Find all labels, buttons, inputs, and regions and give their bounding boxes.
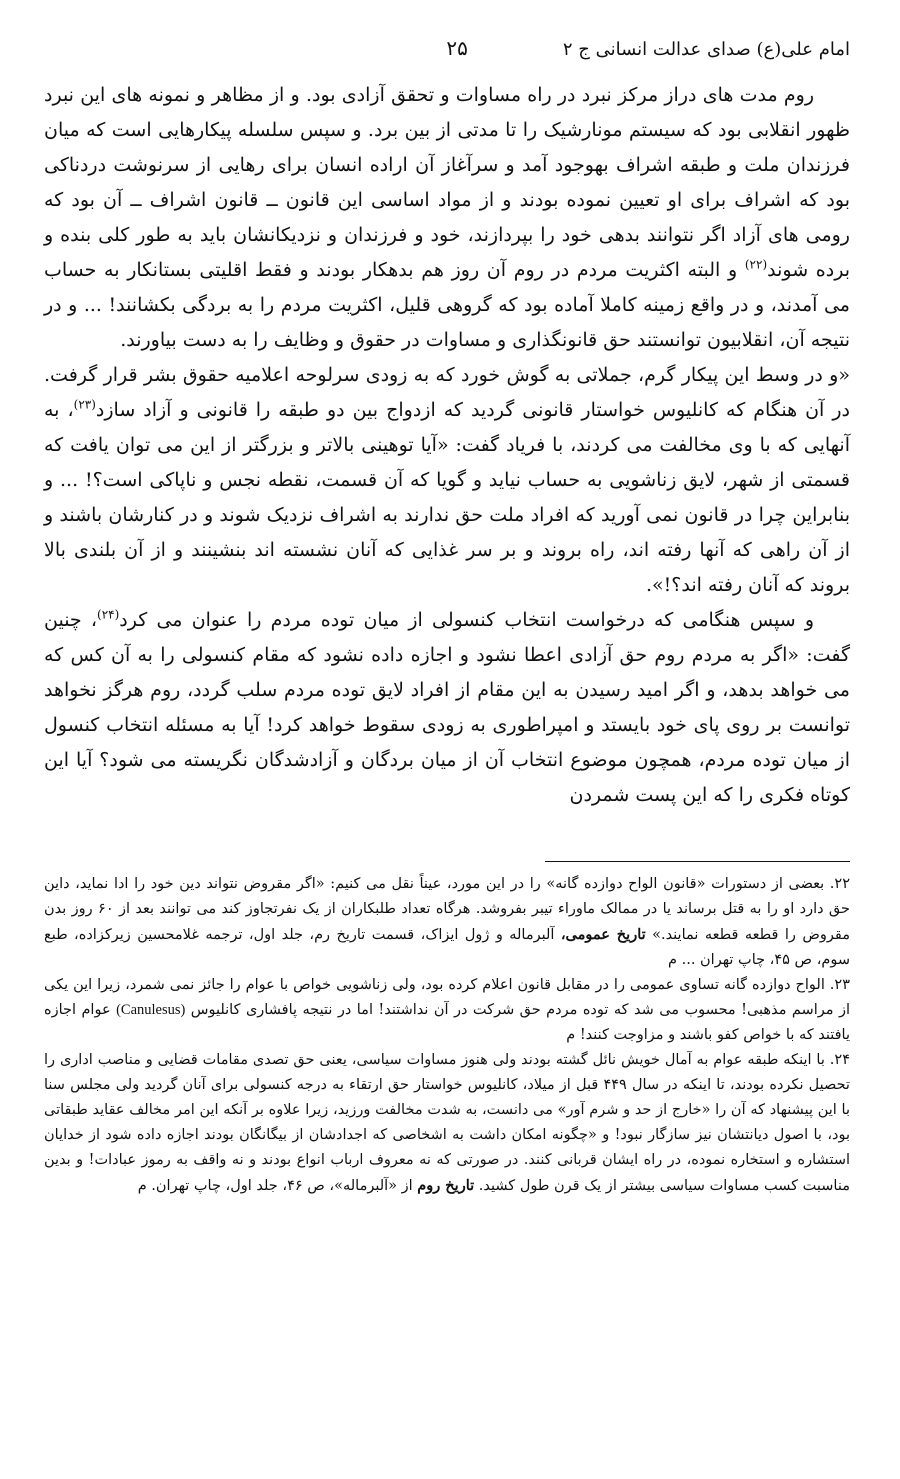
- main-text: [44, 78, 850, 813]
- footnote-text: از «آلبرماله»، ص ۴۶، جلد اول، چاپ تهران. م: [137, 1178, 418, 1194]
- footnotes: [44, 872, 850, 1199]
- footnote-text: ۲۳. الواح دوازده گانه تساوی عمومی را در مقابل قانون اعلام کرده بود، ولی زناشویی خواص با عوام را جائز نمی شمرد، زیرا این یکی از مراسم مذهبی! محسوب می شد که توده مردم حق شرکت در آن نداشتند! اما در نتیجه پافشاری کانلیوس: [44, 977, 850, 1018]
- paragraph-text: «و در وسط این پیکار گرم، جملاتی به گوش خورد که به زودی سرلوحه اعلامیه حقوق بشر قرار گرفت. در آن هنگام که کانلیوس خواستار قانونی گردید که ازدواج بین دو طبقه را قانونی و آزاد سازد: [44, 364, 850, 421]
- footnote-ref-22: (۲۲): [744, 257, 768, 272]
- paragraph: [44, 603, 850, 813]
- book-page: [44, 36, 850, 1199]
- footnote-ref-24: (۲۴): [97, 607, 120, 622]
- footnote-22: [44, 872, 850, 973]
- page-header: [44, 36, 850, 68]
- footnote-text: عوام اجازه یافتند که با خواص کفو باشند و مزاوجت کنند! م: [44, 1002, 850, 1043]
- footnote-text: آلبرماله و ژول ایزاک، قسمت تاریخ رم، جلد اول، ترجمه غلامحسین زیرکزاده، طبع سوم، ص ۴۵، چاپ تهران ... م: [44, 927, 850, 968]
- footnote-24: [44, 1048, 850, 1199]
- footnote-23: [44, 973, 850, 1048]
- footnote-latin-name: (Canulesus): [116, 1002, 186, 1018]
- paragraph: [44, 78, 850, 358]
- footnote-ref-23: (۲۳): [73, 397, 96, 412]
- paragraph-text: روم مدت های دراز مرکز نبرد در راه مساوات و تحقق آزادی بود. و از مظاهر و نمونه های این نبرد ظهور انقلابی بود که سیستم مونارشیک را تا مدتی از بین برد. و سپس سلسله پیکارهایی است که میان فرزندان ملت و طبقه اشراف بهوجود آمد و سرآغاز آن اراده انسان برای رهایی از سرنوشت دردناکی بود که اشراف برای او تعیین نموده بودند و از مواد اساسی این قانون ــ قانون اشراف ــ آن بود که رومی های آزاد اگر نتوانند بدهی خود را بپردازند، خود و فرزندان و نزدیکانشان باید به طور کلی بنده و برده شوند: [44, 84, 850, 281]
- footnote-book-title: تاریخ روم: [417, 1177, 475, 1194]
- paragraph-text: ، به آنهایی که با وی مخالفت می کردند، با فریاد گفت: «آیا توهینی بالاتر و بزرگتر از این می توان یافت که قسمتی از شهر، لایق زناشویی به حساب نیاید و گویا که آن قسمت، نقطه نجس و ناپاکی است؟! ... و بنابراین چرا در قانون نمی آورید که افراد ملت حق ندارند به اشراف نزدیک شوند و در کنارشان باشند و از آن راهی که آنها رفته اند، راه بروند و بر سر غذایی که آنان نشسته اند بنشینند و از آن بلندی بالا بروند که آنان رفته اند؟!».: [44, 399, 850, 596]
- paragraph-text: ، چنین گفت: «اگر به مردم روم حق آزادی اعطا نشود و اجازه داده نشود که مقام کنسولی را به آن کس که می خواهد بدهد، و اگر امید رسیدن به این مقام از افراد لایق توده مردم سلب گردد، روم هرگز نخواهد توانست بر روی پای خود بایستد و امپراطوری به زودی سقوط خواهد کرد! آیا به مسئله انتخاب کنسول از میان توده مردم، همچون موضوع انتخاب آن از میان بردگان و آزادشدگان نگریسته می شود؟ آیا این کوتاه فکری را که این پست شمردن: [44, 609, 850, 806]
- paragraph: [44, 358, 850, 603]
- page-number: ۲۵: [446, 36, 468, 60]
- footnote-text: ۲۲. بعضی از دستورات «قانون الواح دوازده گانه» را در این مورد، عیناً نقل می کنیم: «اگر مقروض نتواند دین خود را ادا نماید، داین حق دارد او را به قتل برساند یا در ممالک ماوراء تیبر بفروشد. هرگاه تعداد طلبکاران از یک نفرتجاوز کند می توانند بعد از ۶۰ روز بدن مقروض را قطعه قطعه نمایند.»: [44, 876, 850, 943]
- running-head: امام علی(ع) صدای عدالت انسانی ج ۲: [562, 39, 850, 60]
- footnote-text: ۲۴. با اینکه طبقه عوام به آمال خویش نائل گشته بودند ولی هنوز مساوات سیاسی، یعنی حق تصدی مقامات قضایی و مناصب اداری را تحصیل نکرده بودند، تا اینکه در سال ۴۴۹ قبل از میلاد، کانلیوس خواستار حق ارتقاء به درجه کنسولی برای آنان گردید ولی مجلس سنا با این پیشنهاد که آن را «خارج از حد و شرم آور» می دانست، به شدت مخالفت ورزید، زیرا علاوه بر آنکه این امر مخالف عقاید طبقاتی بود، با اصول دیانتشان نیز سازگار نبود! و «چگونه امکان داشت به اشخاصی که اجدادشان از بیگانگان بودند اجازه داده شود از خدایان استشاره و استخاره نموده، در راه ایشان قربانی کنند. در صورتی که نه معروف ارباب انواع بودند و نه واقف به رموز عبادات! و بدین مناسبت کسب مساوات سیاسی بیشتر از یک قرن طول کشید.: [44, 1052, 850, 1194]
- footnote-book-title: تاریخ عمومی،: [560, 926, 646, 943]
- footnote-divider: [545, 861, 850, 862]
- paragraph-text: و البته اکثریت مردم در روم آن روز هم بدهکار بودند و فقط اقلیتی بستانکار به حساب می آمدند، و در واقع زمینه کاملا آماده بود که گروهی قلیل، اکثریت مردم را به بردگی بکشانند! ... و در نتیجه آن، انقلابیون توانستند حق قانونگذاری و مساوات در حقوق و وظایف را به دست بیاورند.: [44, 259, 850, 351]
- paragraph-text: و سپس هنگامی که درخواست انتخاب کنسولی از میان توده مردم را عنوان می کرد: [119, 609, 814, 631]
